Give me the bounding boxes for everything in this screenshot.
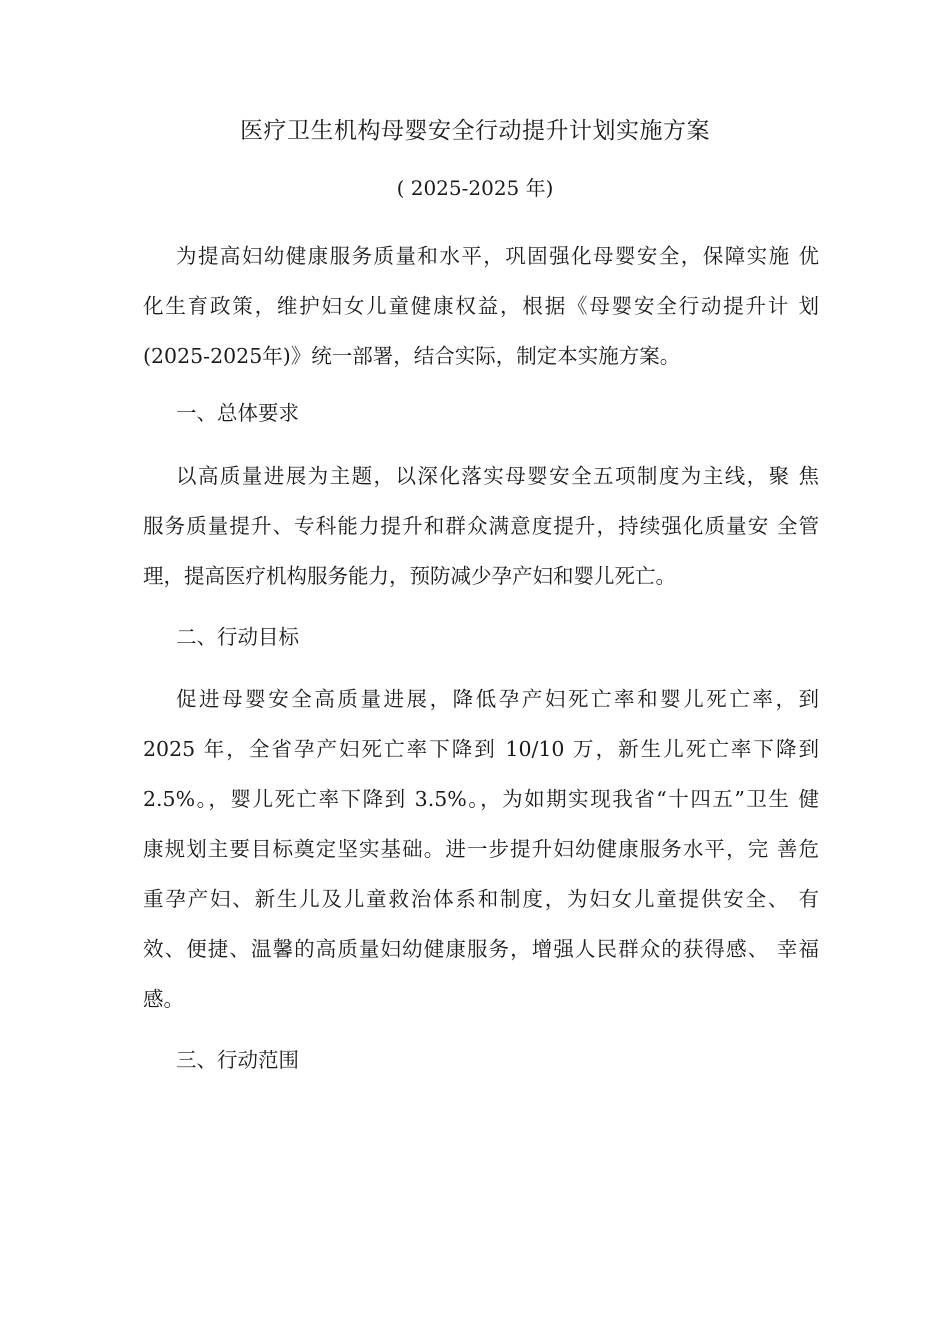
intro-line: (2025-2025年)》统一部署，结合实际，制定本实施方案。 [143, 344, 681, 368]
section2-line: 康规划主要目标奠定坚实基础。进一步提升妇幼健康服务水平，完 善危 [143, 837, 819, 861]
section2-line: 2.5%。，婴儿死亡率下降到 3.5%。，为如期实现我省“十四五”卫生 健 [143, 787, 819, 811]
intro-line: 为提高妇幼健康服务质量和水平，巩固强化母婴安全，保障实施 优 [176, 244, 819, 268]
section2-line: 促进母婴安全高质量进展，降低孕产妇死亡率和婴儿死亡率，到 [176, 687, 819, 711]
section2-line: 感。 [143, 987, 184, 1011]
document-title: 医疗卫生机构母婴安全行动提升计划实施方案 [240, 118, 710, 144]
section-heading-overall-requirements: 一、总体要求 [176, 401, 299, 425]
section-heading-action-scope: 三、行动范围 [176, 1048, 299, 1072]
section1-line: 服务质量提升、专科能力提升和群众满意度提升，持续强化质量安 全管 [143, 514, 819, 538]
section2-line: 效、便捷、温馨的高质量妇幼健康服务，增强人民群众的获得感、 幸福 [143, 937, 819, 961]
section2-line: 2025 年，全省孕产妇死亡率下降到 10/10 万，新生儿死亡率下降到 [143, 737, 819, 761]
intro-line: 化生育政策，维护妇女儿童健康权益，根据《母婴安全行动提升计 划 [143, 294, 819, 318]
section-heading-action-goals: 二、行动目标 [176, 625, 299, 649]
section1-line: 理，提高医疗机构服务能力，预防减少孕产妇和婴儿死亡。 [143, 564, 676, 588]
document-subtitle: ( 2025-2025 年) [396, 176, 554, 200]
section2-line: 重孕产妇、新生儿及儿童救治体系和制度，为妇女儿童提供安全、 有 [143, 887, 819, 911]
section1-line: 以高质量进展为主题，以深化落实母婴安全五项制度为主线，聚 焦 [176, 464, 819, 488]
